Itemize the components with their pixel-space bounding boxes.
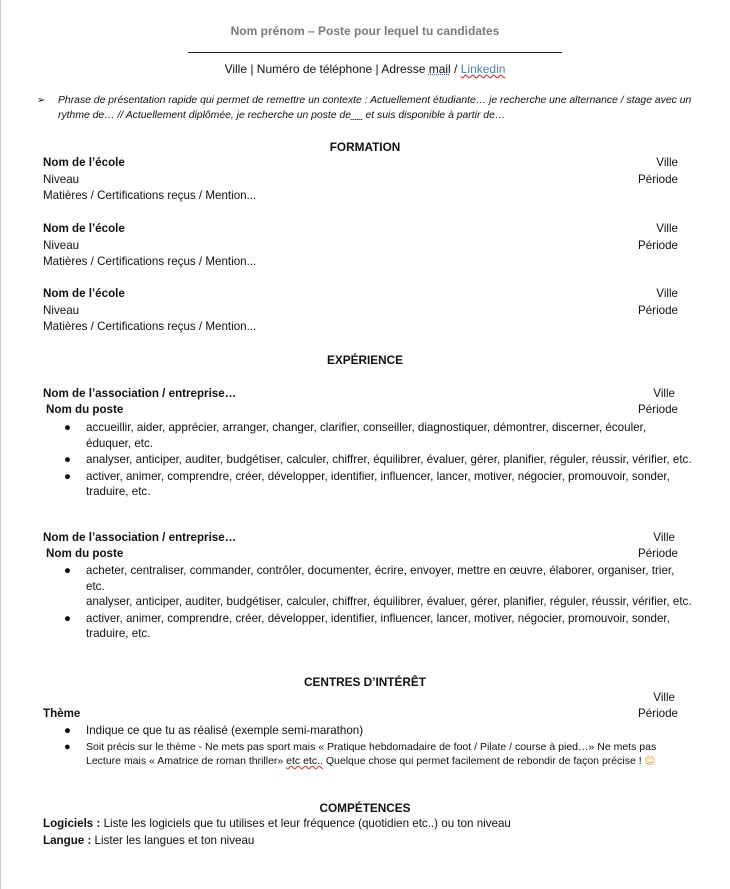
skills-language-label: Langue :	[43, 834, 92, 847]
list-item	[64, 420, 694, 451]
list-item-continuation: analyser, anticiper, auditer, budgétiser, calculer, chiffrer, équilibrer, évaluer, gérer, planifier, réguler, réussir, vérifier, etc.	[86, 595, 692, 608]
formation-level: Niveau	[43, 239, 80, 252]
interests-theme: Thème	[43, 707, 81, 720]
bullet-dot-icon: ●	[64, 453, 72, 466]
formation-period: Période	[638, 239, 678, 252]
experience-city: Ville	[653, 387, 675, 400]
list-item	[64, 723, 694, 739]
skills-heading: COMPÉTENCES	[319, 801, 411, 815]
bullet-dot-icon: ●	[64, 564, 72, 577]
list-item	[64, 563, 694, 594]
list-item	[64, 611, 694, 642]
experience-period: Période	[638, 403, 678, 416]
skills-software-label: Logiciels :	[43, 817, 101, 830]
formation-level: Niveau	[43, 304, 80, 317]
list-item	[64, 452, 694, 468]
intro-text	[58, 94, 698, 123]
smile-emoji-icon: 😊	[644, 755, 656, 767]
intro-part1: Phrase de présentation rapide qui permet de remettre un contexte : Actuellement étudiante… je recherche une alternance / stage avec un rythme de… // Actuellement diplômée, je recherche un poste de	[58, 95, 692, 121]
list-item-text: Soit précis sur le thème - Ne mets pas sport mais « Pratique hebdomadaire de foot / Pilate / course à pied…» Ne mets pas Lecture mais « Amatrice de roman thriller»	[86, 740, 657, 767]
interests-heading: CENTRES D’INTÉRÊT	[304, 675, 426, 689]
formation-heading: FORMATION	[329, 140, 401, 154]
list-item	[64, 469, 694, 500]
list-item-text: Quelque chose qui permet facilement de rebondir de façon précise !	[322, 755, 645, 767]
skills-software-text: Liste les logiciels que tu utilises et leur fréquence (quotidien etc..) ou ton niveau	[100, 817, 511, 830]
formation-details: Matières / Certifications reçus / Mention...	[43, 255, 257, 268]
experience-company: Nom de l’association / entreprise…	[43, 387, 237, 400]
formation-city: Ville	[656, 156, 678, 169]
formation-details: Matières / Certifications reçus / Mention...	[43, 189, 257, 202]
list-item-text: activer, animer, comprendre, créer, développer, identifier, influencer, lancer, motiver, négocier, promouvoir, sonder, traduire, etc.	[86, 611, 670, 640]
linkedin-link[interactable]: Linkedin	[460, 62, 506, 76]
contact-sep: /	[450, 62, 461, 76]
experience-bullets	[64, 420, 694, 501]
formation-period: Période	[638, 304, 678, 317]
contact-line	[0, 62, 730, 76]
page-edge	[0, 0, 1, 889]
interests-period: Période	[638, 707, 678, 720]
bullet-dot-icon: ●	[64, 740, 71, 753]
experience-bullets	[64, 563, 694, 643]
list-item-wavy-text: etc etc..	[286, 755, 323, 767]
intro-blank: __	[351, 109, 363, 121]
list-item-text: activer, animer, comprendre, créer, développer, identifier, influencer, lancer, motiver, négocier, promouvoir, sonder, traduire, etc.	[86, 469, 670, 498]
arrow-bullet-icon: ➢	[37, 95, 46, 106]
contact-mail: mail	[428, 62, 451, 76]
list-item-text: accueillir, aider, apprécier, arranger, changer, clarifier, conseiller, diagnostiquer, démontrer, discerner, écouler, éduquer, etc.	[86, 421, 647, 450]
interests-city: Ville	[653, 691, 675, 704]
formation-school: Nom de l’école	[43, 287, 125, 300]
formation-city: Ville	[656, 287, 678, 300]
formation-school: Nom de l’école	[43, 222, 125, 235]
formation-details: Matières / Certifications reçus / Mention...	[43, 320, 257, 333]
formation-level: Niveau	[43, 173, 80, 186]
experience-city: Ville	[653, 531, 675, 544]
cv-title: Nom prénom – Poste pour lequel tu candidates	[230, 24, 500, 38]
skills-language-text: Lister les langues et ton niveau	[91, 834, 255, 847]
experience-period: Période	[638, 547, 678, 560]
formation-city: Ville	[656, 222, 678, 235]
experience-heading: EXPÉRIENCE	[326, 353, 404, 367]
header-rule	[188, 52, 562, 53]
formation-period: Période	[638, 173, 678, 186]
formation-school: Nom de l’école	[43, 156, 125, 169]
list-item-text: acheter, centraliser, commander, contrôler, documenter, écrire, envoyer, mettre en œuvre, élaborer, organiser, trier, etc.	[86, 564, 675, 593]
experience-company: Nom de l’association / entreprise…	[43, 531, 237, 544]
bullet-dot-icon: ●	[64, 421, 72, 434]
list-item	[64, 740, 694, 769]
interests-bullets	[64, 723, 694, 770]
experience-position: Nom du poste	[46, 547, 124, 560]
skills-software	[43, 817, 511, 830]
bullet-dot-icon: ●	[64, 724, 72, 737]
intro-part2: et suis disponible à partir de…	[362, 109, 506, 121]
experience-position: Nom du poste	[46, 403, 124, 416]
bullet-dot-icon: ●	[64, 611, 72, 625]
contact-prefix: Ville | Numéro de téléphone | Adresse	[224, 62, 429, 76]
list-item-text: analyser, anticiper, auditer, budgétiser, calculer, chiffrer, équilibrer, évaluer, gérer, planifier, réguler, réussir, vérifier, etc.	[86, 453, 692, 466]
skills-language	[43, 834, 254, 847]
list-item-text: Indique ce que tu as réalisé (exemple semi-marathon)	[86, 724, 364, 737]
bullet-dot-icon: ●	[64, 469, 72, 483]
